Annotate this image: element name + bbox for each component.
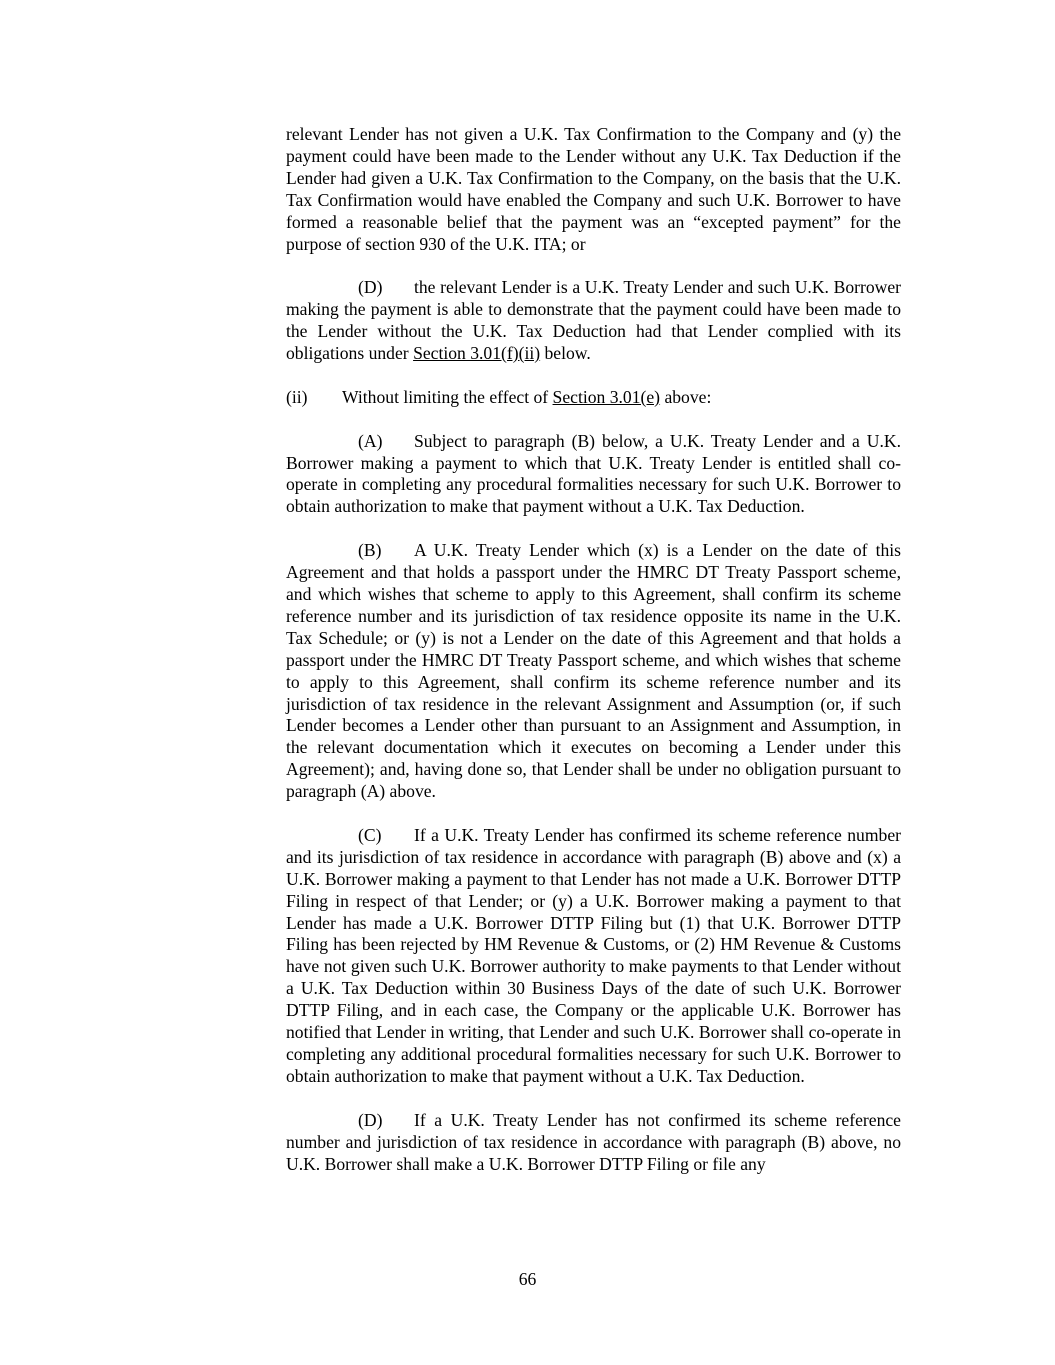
paragraph-label: (A) [358,430,383,451]
paragraph-label: (D) [358,277,383,298]
paragraph-text: Without limiting the effect of [342,386,553,407]
paragraph-c [286,825,901,1088]
section-reference-link[interactable]: Section 3.01(e) [552,386,661,407]
section-reference-link[interactable]: Section 3.01(f)(ii) [413,343,541,364]
paragraph-label: (B) [358,540,382,561]
page-number: 66 [518,1269,537,1289]
paragraph-d-second [286,1110,901,1176]
paragraph-label: (ii) [286,386,308,407]
document-body [286,124,901,1197]
paragraph-b [286,540,901,803]
paragraph-text: If a U.K. Treaty Lender has not confirmed its scheme reference number and jurisdiction of tax residence in accordance with paragraph (B) above, no U.K. Borrower shall make a U.K. Borrower DTTP Filing or file any [286,1109,901,1174]
paragraph-a [286,431,901,519]
paragraph-label: (C) [358,824,382,845]
paragraph-label: (D) [358,1109,383,1130]
paragraph-text: above: [660,386,712,407]
paragraph-text: below. [540,343,591,364]
paragraph-text: A U.K. Treaty Lender which (x) is a Lender on the date of this Agreement and that holds a passport under the HMRC DT Treaty Passport scheme, and which wishes that scheme to apply to this Agreement, shall confirm its scheme reference number and its jurisdiction of tax residence opposite its name in the U.K. Tax Schedule; or (y) is not a Lender on the date of this Agreement and that holds a passport under the HMRC DT Treaty Passport scheme, and which wishes that scheme to apply to this Agreement, shall confirm its scheme reference number and its jurisdiction of tax residence in the relevant Assignment and Assumption (or, if such Lender becomes a Lender other than pursuant to an Assignment and Assumption, in the relevant documentation which it executes on becoming a Lender under this Agreement); and, having done so, that Lender shall be under no obligation pursuant to paragraph (A) above. [286,540,901,802]
paragraph-ii [286,387,901,409]
paragraph-text: the relevant Lender is a U.K. Treaty Lender and such U.K. Borrower making the payment is able to demonstrate that the payment could have been made to the Lender without the U.K. Tax Deduction had that Lender complied with its obligations under [286,277,901,364]
paragraph-text: If a U.K. Treaty Lender has confirmed its scheme reference number and its jurisdiction of tax residence in accordance with paragraph (B) above and (x) a U.K. Borrower making a payment to that Lender has not made a U.K. Borrower DTTP Filing in respect of that Lender; or (y) a U.K. Borrower making a payment to that Lender has made a U.K. Borrower DTTP Filing but (1) that U.K. Borrower DTTP Filing has been rejected by HM Revenue & Customs, or (2) HM Revenue & Customs have not given such U.K. Borrower authority to make payments to that Lender without a U.K. Tax Deduction within 30 Business Days of the date of such U.K. Borrower DTTP Filing, and in each case, the Company or the applicable U.K. Borrower has notified that Lender in writing, that Lender and such U.K. Borrower shall co-operate in completing any additional procedural formalities necessary for such U.K. Borrower to obtain authorization to make that payment without a U.K. Tax Deduction. [286,824,901,1086]
paragraph-d-first [286,277,901,365]
paragraph-text: Subject to paragraph (B) below, a U.K. Treaty Lender and a U.K. Borrower making a payment to which that U.K. Treaty Lender is entitled shall co-operate in completing any procedural formalities necessary for such U.K. Borrower to obtain authorization to make that payment without a U.K. Tax Deduction. [286,430,901,517]
paragraph-continuation: relevant Lender has not given a U.K. Tax Confirmation to the Company and (y) the payment could have been made to the Lender without any U.K. Tax Deduction if the Lender had given a U.K. Tax Confirmation to the Company, on the basis that the U.K. Tax Confirmation would have enabled the Company and such U.K. Borrower to have formed a reasonable belief that the payment was an “excepted payment” for the purpose of section 930 of the U.K. ITA; or [286,124,901,254]
